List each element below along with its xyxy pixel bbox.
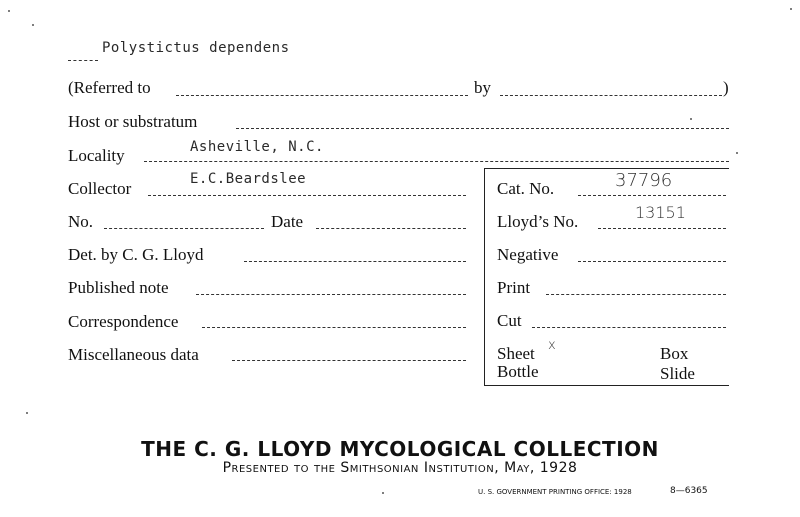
by-line <box>500 95 722 96</box>
sheet-label: Sheet <box>497 344 535 363</box>
lloyd-label: Lloyd’s No. <box>497 212 579 231</box>
collector-value: E.C.Beardslee <box>190 171 307 187</box>
form-number: 8—6365 <box>670 486 708 496</box>
by-label: by <box>474 78 491 97</box>
cat-value: 37796 <box>615 170 673 191</box>
scan-speck <box>32 24 34 26</box>
slide-label: Slide <box>660 364 695 383</box>
locality-line <box>144 161 729 162</box>
no-line <box>104 228 264 229</box>
collector-line <box>148 195 466 196</box>
host-label: Host or substratum <box>68 112 198 131</box>
scan-speck <box>382 492 384 494</box>
referred-to-line <box>176 95 468 96</box>
print-line <box>546 294 726 295</box>
locality-value: Asheville, N.C. <box>190 139 324 155</box>
locality-label: Locality <box>68 146 125 165</box>
scan-speck <box>8 10 10 12</box>
name-underline <box>68 60 98 61</box>
sheet-mark: x <box>548 338 556 353</box>
negative-line <box>578 261 726 262</box>
scan-speck <box>26 412 28 414</box>
bottle-label: Bottle <box>497 362 539 381</box>
collection-subtitle: Presented to the Smithsonian Institution, May, 1928 <box>222 460 578 476</box>
printing-office: U. S. GOVERNMENT PRINTING OFFICE: 1928 <box>478 488 632 496</box>
cat-line <box>578 195 726 196</box>
date-line <box>316 228 466 229</box>
scan-speck <box>690 118 692 120</box>
misc-label: Miscellaneous data <box>68 345 199 364</box>
no-label: No. <box>68 212 94 231</box>
correspondence-label: Correspondence <box>68 312 179 331</box>
cut-label: Cut <box>497 311 522 330</box>
date-label: Date <box>271 212 304 231</box>
print-label: Print <box>497 278 531 297</box>
cat-label: Cat. No. <box>497 179 555 198</box>
correspondence-line <box>202 327 466 328</box>
det-line <box>244 261 466 262</box>
det-label: Det. by C. G. Lloyd <box>68 245 204 264</box>
cut-line <box>532 327 726 328</box>
specimen-name: Polystictus dependens <box>102 40 290 56</box>
collection-title: THE C. G. LLOYD MYCOLOGICAL COLLECTION <box>141 437 659 461</box>
published-line <box>196 294 466 295</box>
lloyd-value: 13151 <box>635 203 686 222</box>
scan-speck <box>790 8 792 10</box>
scan-speck <box>736 152 738 154</box>
lloyd-line <box>598 228 726 229</box>
close-paren: ) <box>723 78 729 97</box>
negative-label: Negative <box>497 245 559 264</box>
published-label: Published note <box>68 278 169 297</box>
referred-to-label: (Referred to <box>68 78 151 97</box>
misc-line <box>232 360 466 361</box>
collector-label: Collector <box>68 179 132 198</box>
box-label: Box <box>660 344 689 363</box>
host-line <box>236 128 729 129</box>
